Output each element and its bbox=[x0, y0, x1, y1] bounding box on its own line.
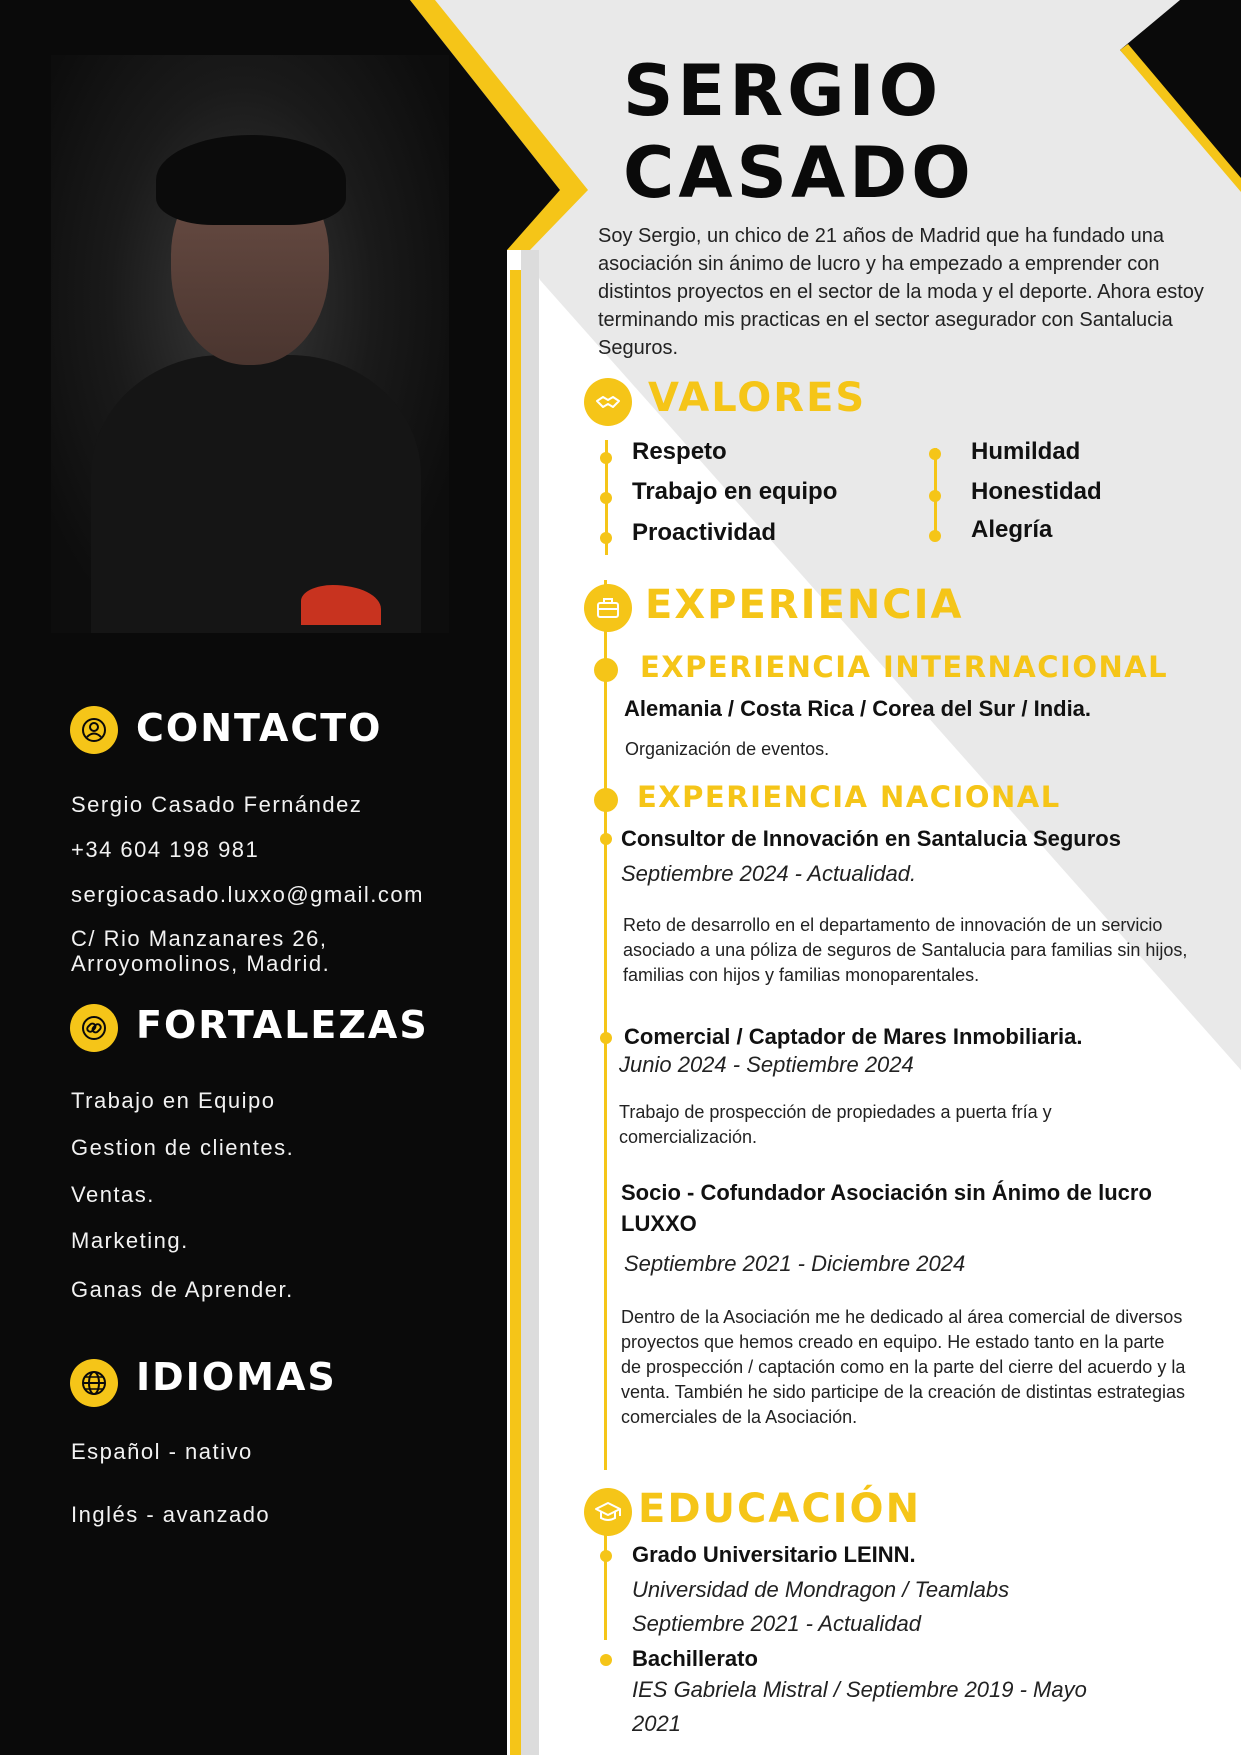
bullet-dot bbox=[929, 448, 941, 460]
valor-item: Trabajo en equipo bbox=[632, 478, 838, 505]
bullet-dot bbox=[600, 1032, 612, 1044]
fortaleza-item: Ganas de Aprender. bbox=[71, 1277, 294, 1302]
contact-email[interactable]: sergiocasado.luxxo@gmail.com bbox=[71, 882, 424, 907]
last-name: CASADO bbox=[623, 132, 975, 214]
educacion-title: EDUCACIÓN bbox=[638, 1486, 922, 1532]
valor-item: Respeto bbox=[632, 438, 727, 465]
job-desc: Trabajo de prospección de propiedades a puerta fría y comercialización. bbox=[619, 1102, 1052, 1147]
contact-address-line1: C/ Rio Manzanares 26, bbox=[71, 926, 328, 951]
bullet-dot bbox=[929, 490, 941, 502]
user-circle-icon bbox=[70, 706, 118, 754]
education-line1: Universidad de Mondragon / Teamlabs bbox=[632, 1577, 1010, 1602]
fortaleza-item: Trabajo en Equipo bbox=[71, 1088, 276, 1113]
timeline-line bbox=[604, 580, 607, 1470]
experiencia-internacional-title: EXPERIENCIA INTERNACIONAL bbox=[640, 650, 1169, 684]
bullet-dot bbox=[594, 658, 618, 682]
education-title: Grado Universitario LEINN. bbox=[632, 1542, 916, 1567]
bullet-dot bbox=[600, 1654, 612, 1666]
job-date: Septiembre 2021 - Diciembre 2024 bbox=[624, 1251, 966, 1276]
globe-icon bbox=[70, 1359, 118, 1407]
idiomas-title: IDIOMAS bbox=[136, 1355, 337, 1399]
full-name bbox=[623, 50, 975, 214]
valor-item: Humildad bbox=[971, 438, 1081, 465]
job-title: Socio - Cofundador Asociación sin Ánimo de lucro LUXXO bbox=[621, 1180, 1152, 1236]
briefcase-icon bbox=[584, 584, 632, 632]
bullet-dot bbox=[600, 1550, 612, 1562]
job-desc: Reto de desarrollo en el departamento de innovación de un servicio asociado a una póliza de seguros de Santalucia para familias sin hijos, familias con hijos y familias monoparentales. bbox=[623, 915, 1188, 985]
valor-item: Alegría bbox=[971, 516, 1053, 543]
education-line2: Septiembre 2021 - Actualidad bbox=[632, 1611, 922, 1636]
job-title: Comercial / Captador de Mares Inmobiliaria. bbox=[624, 1024, 1083, 1049]
experiencia-title: EXPERIENCIA bbox=[645, 582, 964, 628]
fortalezas-title: FORTALEZAS bbox=[136, 1003, 429, 1047]
job-date: Junio 2024 - Septiembre 2024 bbox=[619, 1052, 914, 1077]
experiencia-nacional-title: EXPERIENCIA NACIONAL bbox=[637, 780, 1061, 814]
fortaleza-item: Marketing. bbox=[71, 1228, 189, 1253]
valor-item: Honestidad bbox=[971, 478, 1102, 505]
profile-photo bbox=[51, 55, 449, 633]
timeline-line bbox=[605, 440, 608, 555]
bullet-dot bbox=[600, 833, 612, 845]
education-line1: IES Gabriela Mistral / Septiembre 2019 - Mayo bbox=[632, 1677, 1087, 1702]
fortaleza-item: Ventas. bbox=[71, 1182, 155, 1207]
valor-item: Proactividad bbox=[632, 519, 777, 546]
graduation-cap-icon bbox=[584, 1488, 632, 1536]
contact-name: Sergio Casado Fernández bbox=[71, 792, 363, 817]
job-date: Septiembre 2024 - Actualidad. bbox=[621, 861, 917, 886]
intro-text: Soy Sergio, un chico de 21 años de Madrid que ha fundado una asociación sin ánimo de lucro y ha empezado a emprender con distintos proyectos en el sector de la moda y el deporte. Ahora estoy terminando mis practicas en el sector asegurador con Santalucia Seguros. bbox=[598, 225, 1204, 359]
contacto-title: CONTACTO bbox=[136, 706, 383, 750]
first-name: SERGIO bbox=[623, 50, 943, 132]
valores-title: VALORES bbox=[648, 375, 867, 421]
job-title: Consultor de Innovación en Santalucia Seguros bbox=[621, 826, 1121, 851]
internacional-desc: Organización de eventos. bbox=[625, 739, 830, 759]
education-title: Bachillerato bbox=[632, 1646, 758, 1671]
education-line2: 2021 bbox=[632, 1711, 681, 1736]
job-desc: Dentro de la Asociación me he dedicado al área comercial de diversos proyectos que hemos creado en equipo. He estado tanto en la parte de prospección / captación como en la parte del cierre del acuerdo y la venta. También he sido participe de la creación de distintas estrategias comerciales de la Asociación. bbox=[621, 1307, 1186, 1427]
idioma-item: Inglés - avanzado bbox=[71, 1502, 271, 1527]
timeline-line bbox=[604, 1530, 607, 1640]
contact-address-line2: Arroyomolinos, Madrid. bbox=[71, 951, 331, 976]
contact-phone[interactable]: +34 604 198 981 bbox=[71, 837, 260, 862]
fortaleza-item: Gestion de clientes. bbox=[71, 1135, 295, 1160]
handshake-icon bbox=[584, 378, 632, 426]
idioma-item: Español - nativo bbox=[71, 1439, 253, 1464]
bullet-dot bbox=[594, 788, 618, 812]
link-icon bbox=[70, 1004, 118, 1052]
bullet-dot bbox=[929, 530, 941, 542]
internacional-countries: Alemania / Costa Rica / Corea del Sur / India. bbox=[624, 696, 1092, 721]
